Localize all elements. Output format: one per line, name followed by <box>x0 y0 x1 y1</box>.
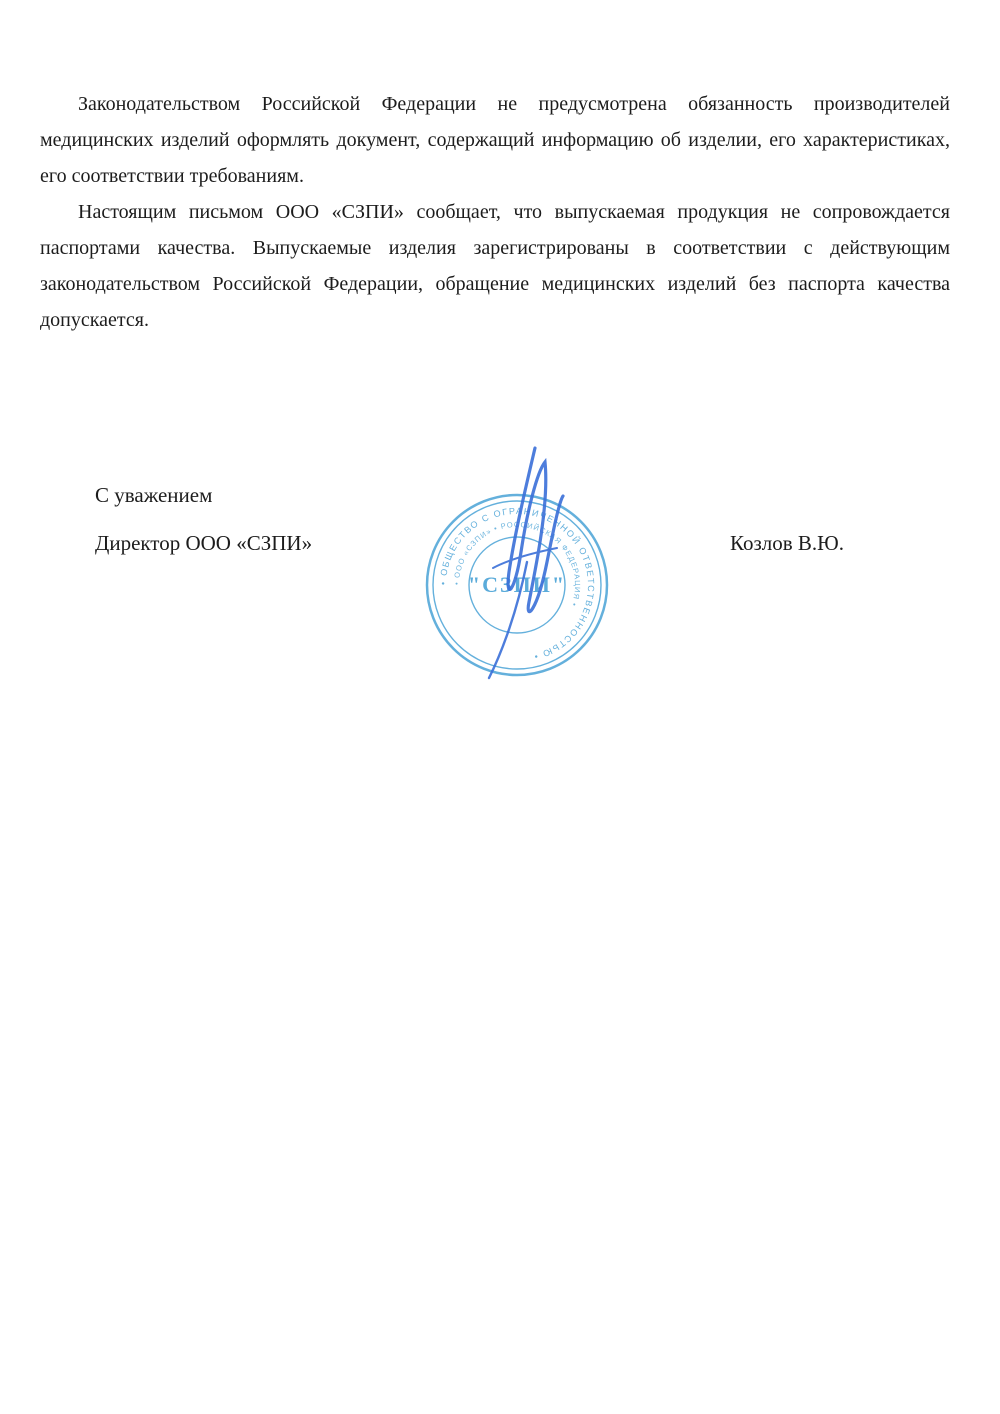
signature-title: Директор ООО «СЗПИ» <box>95 531 313 555</box>
stamp-ring-text-outer: • ОБЩЕСТВО С ОГРАНИЧЕННОЙ ОТВЕТСТВЕННОСТЬЮ • <box>437 505 597 663</box>
letter-paragraph-1: Законодательством Российской Федерации не предусмотрена обязанность производителей медицинских изделий оформлять документ, содержащий информацию об изделии, его характеристиках, его соответствии требованиям. <box>40 93 950 187</box>
letter-body <box>40 86 950 338</box>
letter-paragraph-2: Настоящим письмом ООО «СЗПИ» сообщает, что выпускаемая продукция не сопровождается паспортами качества. Выпускаемые изделия зарегистрированы в соответствии с действующим законодательством Российской Федерации, обращение медицинских изделий без паспорта качества допускается. <box>40 201 950 331</box>
signature-closing: С уважением <box>95 483 213 507</box>
handwritten-signature <box>489 448 563 678</box>
signature-name: Козлов В.Ю. <box>730 531 844 555</box>
stamp-center-text: "СЗПИ" <box>467 572 567 597</box>
stamp-graphic <box>397 440 637 720</box>
stamp-ring-text-inner: • ООО «СЗПИ» • РОССИЙСКАЯ ФЕДЕРАЦИЯ • <box>451 519 583 609</box>
company-stamp <box>397 440 637 720</box>
